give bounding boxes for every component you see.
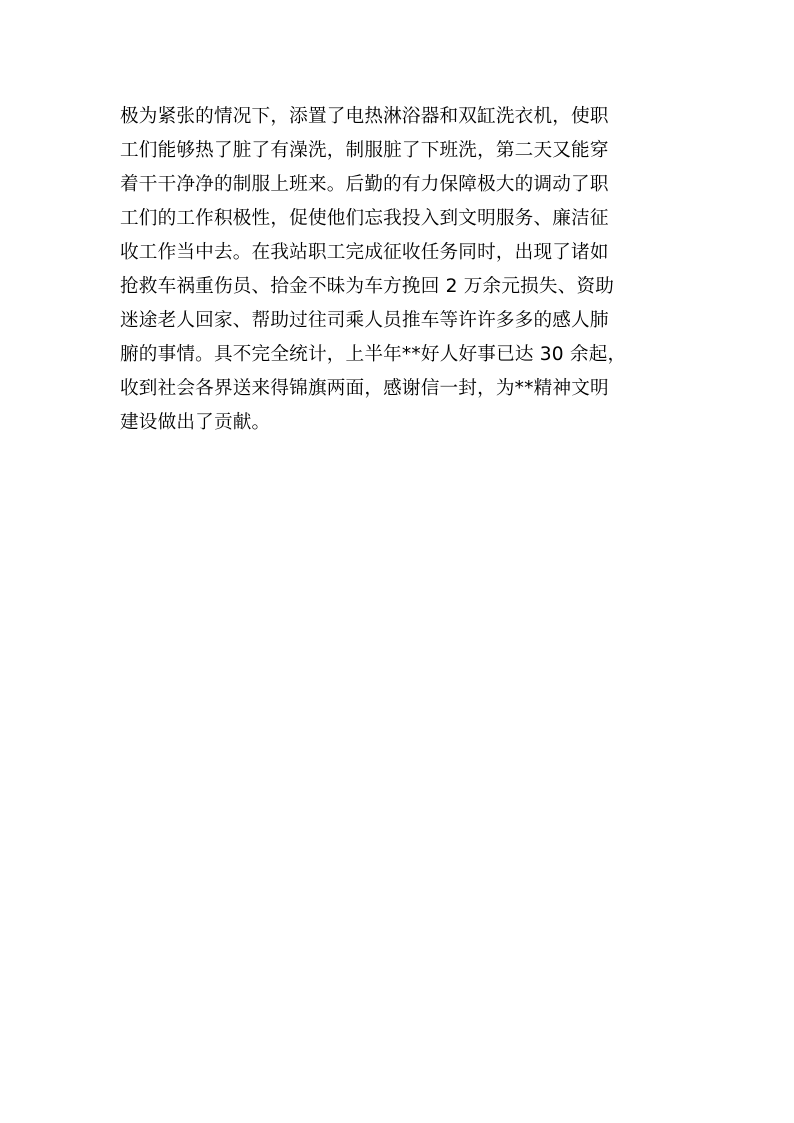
paragraph-line: 收工作当中去。在我站职工完成征收任务同时，出现了诸如 xyxy=(120,242,609,263)
paragraph-line: 建设做出了贡献。 xyxy=(120,412,271,433)
paragraph-line: 迷途老人回家、帮助过往司乘人员推车等许许多多的感人肺 xyxy=(120,310,609,331)
paragraph-line: 工们能够热了脏了有澡洗，制服脏了下班洗，第二天又能穿 xyxy=(120,140,609,161)
paragraph-line: 工们的工作积极性，促使他们忘我投入到文明服务、廉洁征 xyxy=(120,208,609,229)
paragraph-line: 腑的事情。具不完全统计，上半年**好人好事已达 30 余起， xyxy=(120,344,627,365)
paragraph-line: 极为紧张的情况下，添置了电热淋浴器和双缸洗衣机，使职 xyxy=(120,106,609,127)
paragraph-line: 抢救车祸重伤员、拾金不昧为车方挽回 2 万余元损失、资助 xyxy=(120,276,615,297)
body-paragraph xyxy=(120,100,680,440)
paragraph-line: 着干干净净的制服上班来。后勤的有力保障极大的调动了职 xyxy=(120,174,609,195)
paragraph-line: 收到社会各界送来得锦旗两面，感谢信一封，为**精神文明 xyxy=(120,378,609,399)
